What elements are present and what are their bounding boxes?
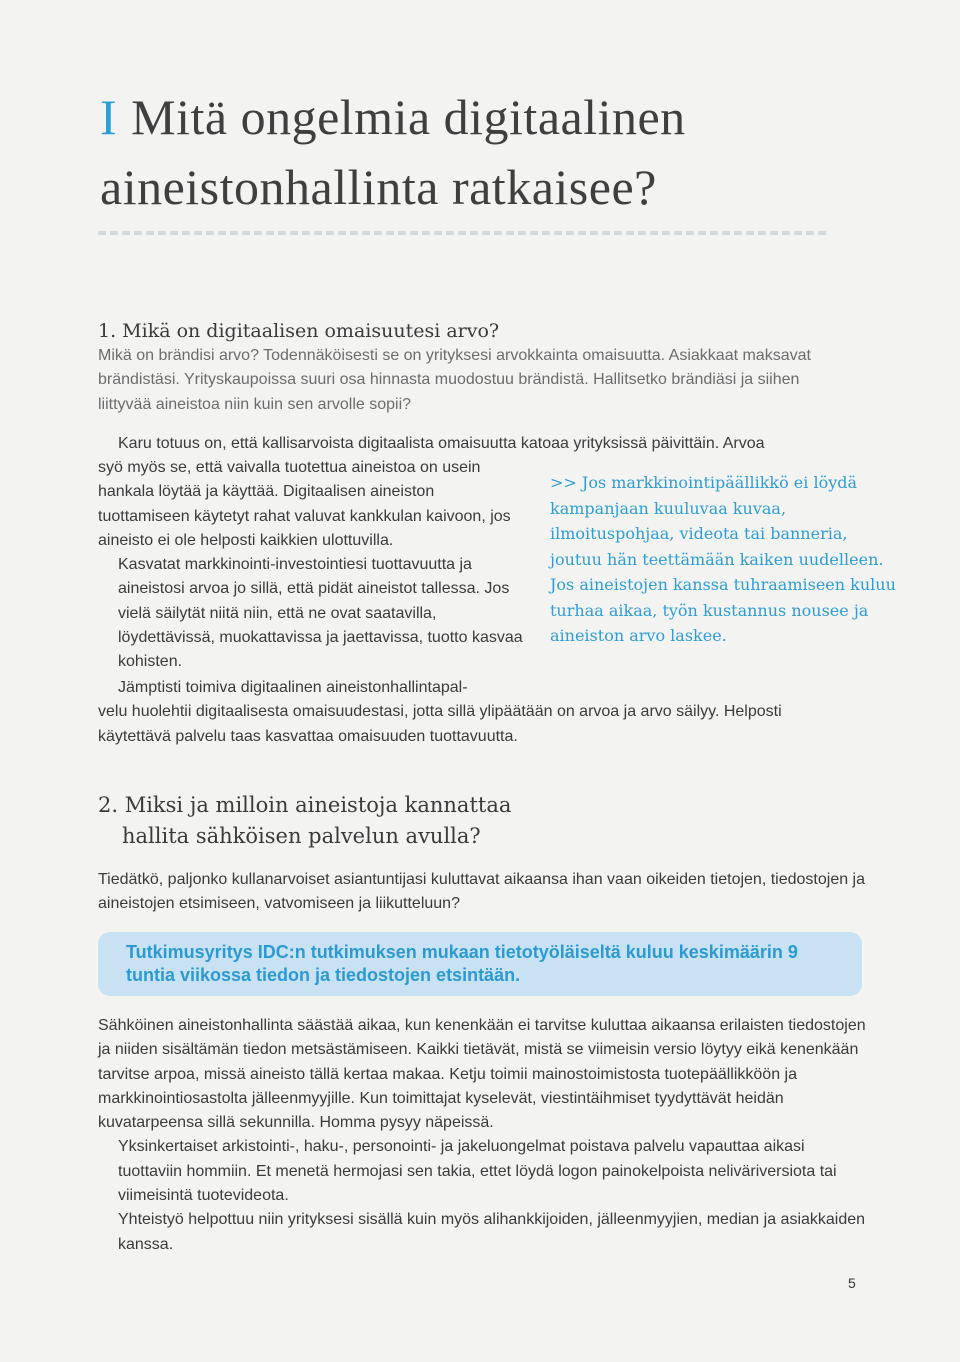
section-1-paragraph-4-first-line: Jämptisti toimiva digitaalinen aineistonhallintapal-: [118, 679, 468, 696]
section-2-heading-line-2: hallita sähköisen palvelun avulla?: [122, 824, 481, 848]
highlight-callout: [98, 932, 862, 996]
section-1-paragraph-3: Kasvatat markkinointi-investointiesi tuottavuutta ja aineistosi arvoa jo sillä, että pidät aineistot tallessa. Jos vielä säilytät niitä niin, että ne ovat saatavilla, löydettävissä, muokattavissa ja jaettavissa, tuotto kasvaa kohisten.: [118, 556, 523, 671]
section-2-intro: Tiedätkö, paljonko kullanarvoiset asiantuntijasi kuluttavat aikaansa ihan vaan oikeiden tietojen, tiedostojen ja aineistojen etsimiseen, vatvomiseen ja liikutteluun?: [98, 871, 866, 913]
section-2-paragraph-3: Yhteistyö helpottuu niin yrityksesi sisällä kuin myös alihankkijoiden, jälleenmyyjien, median ja asiakkaiden kanssa.: [118, 1211, 866, 1253]
section-2-heading: [98, 790, 511, 852]
section-2-body: [98, 1014, 868, 1257]
page-number: 5: [848, 1275, 856, 1291]
chapter-number: I: [100, 89, 118, 145]
section-1-paragraph-2-continued: syö myös se, että vaivalla tuotettua aineistoa on usein hankala löytää ja käyttää. Digitaalisen aineiston tuottamiseen käytetyt rahat valuvat kankkulan kaivoon, jos aineisto ei ole helposti kaikkien ulottuvilla.: [98, 459, 511, 549]
section-1-paragraph-4-rest: velu huolehtii digitaalisesta omaisuudestasi, jotta sillä ylipäätään on arvoa ja arvo säilyy. Helposti käytettävä palvelu taas kasvattaa omaisuuden tuottavuutta.: [98, 703, 782, 745]
section-1-narrow-column: [98, 456, 528, 675]
dashed-divider: [98, 231, 826, 235]
section-2-heading-line-1: 2. Miksi ja milloin aineistoja kannattaa: [98, 793, 512, 817]
section-1-paragraph-4: [98, 676, 838, 749]
callout-text: Tutkimusyritys IDC:n tutkimuksen mukaan tietotyöläiseltä kuluu keskimäärin 9 tuntia viikossa tiedon ja tiedostojen etsintään.: [126, 942, 798, 985]
section-1-heading: 1. Mikä on digitaalisen omaisuutesi arvo?: [98, 320, 500, 342]
section-2-paragraph-1: Sähköinen aineistonhallinta säästää aikaa, kun kenenkään ei tarvitse kuluttaa aikaansa erilaisten tiedostojen ja niiden sisältämän tiedon metsästämiseen. Kaikki tietävät, mistä se viimeisin versio löytyy eikä kenenkään tarvitse arpoa, missä aineisto tällä kertaa makaa. Ketju toimii mainostoimistosta tuotepäällikköön ja markkinointiosastolta jälleenmyyjille. Kun toimittajat kyselevät, viestintäihmiset tyydyttävät heidän kuvatarpeensa sillä sekunnilla. Homma pysyy näpeissä.: [98, 1017, 866, 1132]
page-title: [100, 82, 900, 222]
section-1-paragraph-1: Mikä on brändisi arvo? Todennäköisesti se on yrityksesi arvokkainta omaisuutta. Asiakkaat maksavat brändistäsi. Yrityskaupoissa suuri osa hinnasta muodostuu brändistä. Hallitsetko brändiäsi ja siihen liittyvää aineistoa niin kuin sen arvolle sopii?: [98, 347, 811, 413]
section-1-paragraph-2: Karu totuus on, että kallisarvoista digitaalista omaisuutta katoaa yrityksissä päivittäin. Arvoa: [118, 435, 765, 452]
section-2-paragraph-2: Yksinkertaiset arkistointi-, haku-, personointi- ja jakeluongelmat poistava palvelu vapauttaa aikasi tuottaviin hommiin. Et menetä hermojasi sen takia, ettet löydä logon painokelpoista neliväriversiota tai viimeisintä tuotevideota.: [118, 1138, 837, 1205]
title-line-2: aineistonhallinta ratkaisee?: [100, 159, 657, 215]
pull-quote: >> Jos markkinointipäällikkö ei löydä kampanjaan kuuluvaa kuvaa, ilmoituspohjaa, videota tai banneria, joutuu hän teettämään kaiken uudelleen. Jos aineistojen kanssa tuhraamiseen kuluu turhaa aikaa, työn kustannus nousee ja aineiston arvo laskee.: [550, 473, 896, 645]
title-line-1: Mitä ongelmia digitaalinen: [131, 89, 686, 145]
